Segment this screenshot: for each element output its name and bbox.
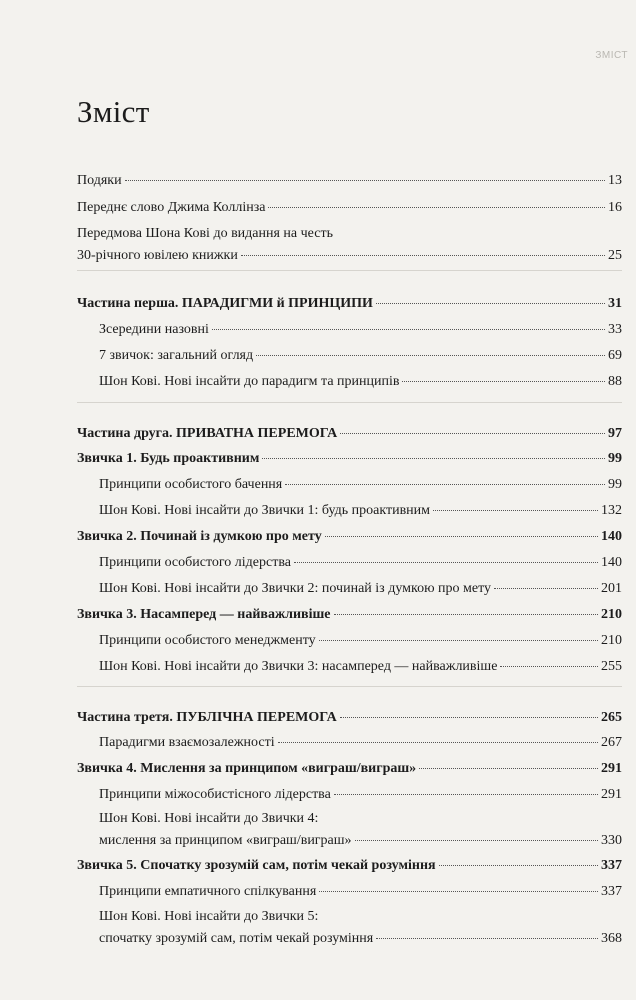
toc-entry-page: 132 [601,503,622,518]
toc-entry-inside-out[interactable] [99,321,622,339]
toc-entry-personal-management[interactable] [99,632,622,650]
toc-entry-preface-covey[interactable] [77,225,622,265]
toc-entry-page: 99 [608,477,622,492]
toc-entry-page: 140 [601,529,622,544]
leader-dots [325,536,598,537]
leader-dots [212,329,605,330]
leader-dots [125,180,605,181]
toc-entry-page: 13 [608,173,622,188]
toc-entry-interpersonal-leadership[interactable] [99,786,622,804]
toc-entry-empathic-communication[interactable] [99,883,622,901]
toc-entry-page: 69 [608,348,622,363]
leader-dots [355,840,598,841]
toc-entry-page: 16 [608,200,622,215]
toc-entry-title: Принципи міжособистісного лідерства [99,787,331,802]
toc-entry-page: 330 [601,833,622,848]
toc-habit-2[interactable] [77,528,622,546]
page-title: Зміст [77,94,150,129]
toc-entry-title: Частина третя. ПУБЛІЧНА ПЕРЕМОГА [77,710,337,725]
toc-entry-title: Частина перша. ПАРАДИГМИ й ПРИНЦИПИ [77,296,373,311]
toc-entry-page: 210 [601,607,622,622]
toc-part-1[interactable] [77,295,622,313]
toc-entry-7-habits-overview[interactable] [99,347,622,365]
toc-entry-page: 201 [601,581,622,596]
toc-entry-title: Звичка 1. Будь проактивним [77,451,260,466]
toc-entry-title: Принципи особистого менеджменту [99,633,316,648]
leader-dots [319,891,598,892]
toc-entry-title: Звичка 2. Починай із думкою про мету [77,529,322,544]
toc-entry-insights-paradigms[interactable] [99,373,622,391]
leader-dots [334,614,598,615]
section-divider [77,270,622,271]
toc-habit-3[interactable] [77,606,622,624]
toc-entry-page: 210 [601,633,622,648]
toc-entry-page: 25 [608,248,622,263]
toc-entry-page: 267 [601,735,622,750]
toc-entry-page: 88 [608,374,622,389]
toc-entry-title: Принципи особистого лідерства [99,555,291,570]
leader-dots [340,433,605,434]
leader-dots [340,717,598,718]
toc-entry-insights-habit-1[interactable] [99,502,622,520]
toc-entry-page: 265 [601,710,622,725]
running-head: ЗМІСТ [595,50,628,61]
toc-entry-insights-habit-4[interactable] [99,810,622,850]
toc-part-2[interactable] [77,425,622,443]
toc-entry-title: Переднє слово Джима Коллінза [77,200,266,215]
section-divider [77,402,622,403]
toc-entry-title: Шон Кові. Нові інсайти до Звички 1: будь проактивним [99,503,431,518]
toc-entry-title-line1: Передмова Шона Кові до видання на честь [77,226,333,241]
toc-entry-title: Принципи емпатичного спілкування [99,884,317,899]
leader-dots [294,562,598,563]
toc-entry-page: 337 [601,858,622,873]
section-divider [77,686,622,687]
toc-entry-page: 291 [601,787,622,802]
toc-entry-title: 7 звичок: загальний огляд [99,348,254,363]
toc-entry-page: 31 [608,296,622,311]
leader-dots [334,794,598,795]
toc-entry-title: Шон Кові. Нові інсайти до парадигм та принципів [99,374,400,389]
leader-dots [494,588,598,589]
leader-dots [241,255,605,256]
toc-entry-page: 97 [608,426,622,441]
toc-entry-title: Парадигми взаємозалежності [99,735,275,750]
toc-entry-title-line1: Шон Кові. Нові інсайти до Звички 5: [99,909,319,924]
toc-entry-page: 255 [601,659,622,674]
leader-dots [256,355,605,356]
leader-dots [262,458,605,459]
leader-dots [500,666,598,667]
toc-entry-title-line1: Шон Кові. Нові інсайти до Звички 4: [99,811,319,826]
toc-entry-interdependence[interactable] [99,734,622,752]
toc-entry-insights-habit-5[interactable] [99,908,622,948]
leader-dots [402,381,605,382]
toc-entry-title: 30-річного ювілею книжки [77,248,238,263]
toc-entry-title: Принципи особистого бачення [99,477,283,492]
leader-dots [439,865,598,866]
toc-entry-page: 33 [608,322,622,337]
toc-entry-personal-vision[interactable] [99,476,622,494]
toc-entry-title: Подяки [77,173,122,188]
toc-entry-title: Частина друга. ПРИВАТНА ПЕРЕМОГА [77,426,338,441]
toc-entry-page: 368 [601,931,622,946]
leader-dots [419,768,598,769]
toc-entry-title: Звичка 3. Насамперед — найважливіше [77,607,331,622]
toc-part-3[interactable] [77,709,622,727]
toc-entry-page: 337 [601,884,622,899]
leader-dots [433,510,598,511]
toc-entry-title: мислення за принципом «виграш/виграш» [99,833,352,848]
toc-entry-personal-leadership[interactable] [99,554,622,572]
toc-entry-acknowledgements[interactable] [77,172,622,190]
leader-dots [268,207,605,208]
toc-entry-foreword-collins[interactable] [77,199,622,217]
toc-entry-title: Шон Кові. Нові інсайти до Звички 3: насамперед — найважливіше [99,659,498,674]
toc-entry-page: 99 [608,451,622,466]
leader-dots [376,303,605,304]
toc-entry-insights-habit-3[interactable] [99,658,622,676]
leader-dots [278,742,598,743]
leader-dots [285,484,605,485]
toc-entry-page: 140 [601,555,622,570]
toc-entry-title: Звичка 5. Спочатку зрозумій сам, потім чекай розуміння [77,858,436,873]
toc-entry-title: Зсередини назовні [99,322,209,337]
toc-entry-title: Звичка 4. Мислення за принципом «виграш/виграш» [77,761,417,776]
leader-dots [376,938,598,939]
toc-entry-title: Шон Кові. Нові інсайти до Звички 2: починай із думкою про мету [99,581,492,596]
toc-entry-insights-habit-2[interactable] [99,580,622,598]
toc-habit-4[interactable] [77,760,622,778]
toc-habit-1[interactable] [77,450,622,468]
leader-dots [319,640,598,641]
toc-entry-title: спочатку зрозумій сам, потім чекай розуміння [99,931,374,946]
toc-entry-page: 291 [601,761,622,776]
toc-habit-5[interactable] [77,857,622,875]
